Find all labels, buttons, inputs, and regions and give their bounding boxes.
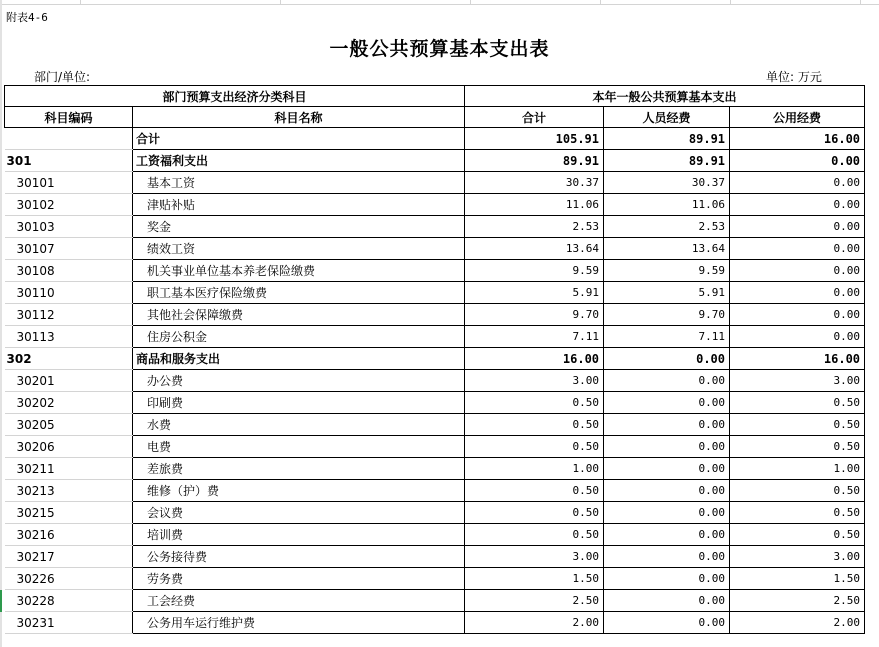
public-cell[interactable]: 0.00 [730,326,865,348]
public-cell[interactable]: 0.00 [730,238,865,260]
code-cell[interactable]: 30202 [5,392,133,414]
public-cell[interactable]: 3.00 [730,370,865,392]
code-cell[interactable]: 30110 [5,282,133,304]
public-cell[interactable]: 0.50 [730,436,865,458]
total-cell[interactable]: 9.59 [465,260,604,282]
personnel-cell[interactable]: 9.59 [604,260,730,282]
personnel-cell[interactable]: 0.00 [604,348,730,370]
table-row [5,612,865,634]
code-cell[interactable]: 30112 [5,304,133,326]
page-title: 一般公共预算基本支出表 [329,38,550,60]
total-cell[interactable]: 2.50 [465,590,604,612]
personnel-cell[interactable]: 9.70 [604,304,730,326]
total-row [5,128,865,150]
public-cell[interactable]: 0.00 [730,194,865,216]
total-cell[interactable]: 0.50 [465,524,604,546]
table-row [5,590,865,612]
table-row [5,392,865,414]
table-row [5,194,865,216]
public-cell[interactable]: 0.50 [730,502,865,524]
total-cell[interactable]: 3.00 [465,370,604,392]
total-cell[interactable]: 2.53 [465,216,604,238]
expenditure-table [4,85,865,634]
total-cell[interactable]: 89.91 [465,150,604,172]
name-cell[interactable]: 办公费 [133,370,465,392]
total-cell[interactable]: 0.50 [465,436,604,458]
total-cell[interactable]: 1.50 [465,568,604,590]
table-row [5,150,865,172]
personnel-cell[interactable]: 0.00 [604,458,730,480]
name-cell[interactable]: 其他社会保障缴费 [133,304,465,326]
personnel-cell[interactable]: 30.37 [604,172,730,194]
public-cell[interactable]: 0.50 [730,392,865,414]
table-row [5,502,865,524]
code-cell[interactable]: 30211 [5,458,133,480]
header-group-left[interactable]: 部门预算支出经济分类科目 [5,86,465,107]
table-row [5,304,865,326]
name-cell[interactable]: 机关事业单位基本养老保险缴费 [133,260,465,282]
personnel-cell[interactable]: 0.00 [604,436,730,458]
header-personnel[interactable]: 人员经费 [604,107,730,128]
table-row [5,414,865,436]
code-cell[interactable]: 30205 [5,414,133,436]
personnel-cell[interactable]: 0.00 [604,568,730,590]
personnel-cell[interactable]: 0.00 [604,480,730,502]
name-cell[interactable]: 公务用车运行维护费 [133,612,465,634]
total-cell[interactable]: 3.00 [465,546,604,568]
header-code[interactable]: 科目编码 [5,107,133,128]
total-cell[interactable]: 11.06 [465,194,604,216]
table-row [5,282,865,304]
personnel-cell[interactable]: 0.00 [604,546,730,568]
name-cell[interactable]: 职工基本医疗保险缴费 [133,282,465,304]
public-cell[interactable]: 0.00 [730,150,865,172]
personnel-cell[interactable]: 0.00 [604,524,730,546]
table-row [5,260,865,282]
total-cell[interactable]: 2.00 [465,612,604,634]
header-public[interactable]: 公用经费 [730,107,865,128]
personnel-cell[interactable]: 0.00 [604,370,730,392]
personnel-cell[interactable]: 7.11 [604,326,730,348]
total-cell[interactable]: 0.50 [465,502,604,524]
total-cell[interactable]: 1.00 [465,458,604,480]
name-cell[interactable]: 电费 [133,436,465,458]
code-cell[interactable]: 30217 [5,546,133,568]
spreadsheet-top-grid [0,0,879,5]
personnel-cell[interactable]: 0.00 [604,502,730,524]
personnel-cell[interactable]: 0.00 [604,590,730,612]
code-cell[interactable]: 30206 [5,436,133,458]
public-cell[interactable]: 2.00 [730,612,865,634]
total-code-cell[interactable] [5,128,133,150]
public-cell[interactable]: 16.00 [730,348,865,370]
code-cell[interactable]: 30103 [5,216,133,238]
name-cell[interactable]: 奖金 [133,216,465,238]
table-row [5,436,865,458]
personnel-cell[interactable]: 5.91 [604,282,730,304]
code-cell[interactable]: 30101 [5,172,133,194]
public-cell[interactable]: 0.50 [730,414,865,436]
header-column-row [5,107,865,128]
code-cell[interactable]: 30231 [5,612,133,634]
department-label: 部门/单位: [34,70,91,84]
table-row [5,326,865,348]
table-row [5,524,865,546]
table-row [5,370,865,392]
unit-label: 单位: 万元 [766,70,822,84]
total-cell[interactable]: 0.50 [465,392,604,414]
public-cell[interactable]: 0.00 [730,172,865,194]
public-cell[interactable]: 2.50 [730,590,865,612]
table-row [5,546,865,568]
public-cell[interactable]: 0.00 [730,304,865,326]
total-cell[interactable]: 30.37 [465,172,604,194]
name-cell[interactable]: 津贴补贴 [133,194,465,216]
attachment-label: 附表4-6 [6,11,48,24]
table-row [5,238,865,260]
name-cell[interactable]: 商品和服务支出 [133,348,465,370]
code-cell[interactable]: 30201 [5,370,133,392]
total-cell[interactable]: 7.11 [465,326,604,348]
code-cell[interactable]: 30102 [5,194,133,216]
total-personnel-cell[interactable]: 89.91 [604,128,730,150]
code-cell[interactable]: 30107 [5,238,133,260]
code-cell[interactable]: 302 [5,348,133,370]
code-cell[interactable]: 30216 [5,524,133,546]
table-row [5,480,865,502]
public-cell[interactable]: 0.50 [730,480,865,502]
public-cell[interactable]: 0.50 [730,524,865,546]
name-cell[interactable]: 住房公积金 [133,326,465,348]
code-cell[interactable]: 30108 [5,260,133,282]
total-cell[interactable]: 16.00 [465,348,604,370]
personnel-cell[interactable]: 2.53 [604,216,730,238]
code-cell[interactable]: 301 [5,150,133,172]
table-row [5,172,865,194]
name-cell[interactable]: 工资福利支出 [133,150,465,172]
total-cell[interactable]: 5.91 [465,282,604,304]
personnel-cell[interactable]: 13.64 [604,238,730,260]
table-row [5,568,865,590]
total-cell[interactable]: 0.50 [465,480,604,502]
personnel-cell[interactable]: 0.00 [604,392,730,414]
public-cell[interactable]: 0.00 [730,282,865,304]
code-cell[interactable]: 30213 [5,480,133,502]
code-cell[interactable]: 30226 [5,568,133,590]
name-cell[interactable]: 维修（护）费 [133,480,465,502]
total-public-cell[interactable]: 16.00 [730,128,865,150]
personnel-cell[interactable]: 89.91 [604,150,730,172]
public-cell[interactable]: 3.00 [730,546,865,568]
total-name-cell[interactable]: 合计 [133,128,465,150]
code-cell[interactable]: 30113 [5,326,133,348]
header-group-row [5,86,865,107]
name-cell[interactable]: 基本工资 [133,172,465,194]
name-cell[interactable]: 印刷费 [133,392,465,414]
name-cell[interactable]: 差旅费 [133,458,465,480]
name-cell[interactable]: 会议费 [133,502,465,524]
code-cell[interactable]: 30228 [5,590,133,612]
name-cell[interactable]: 工会经费 [133,590,465,612]
total-total-cell[interactable]: 105.91 [465,128,604,150]
total-cell[interactable]: 0.50 [465,414,604,436]
personnel-cell[interactable]: 0.00 [604,414,730,436]
cell-cursor-indicator [0,590,2,612]
public-cell[interactable]: 1.50 [730,568,865,590]
table-row [5,348,865,370]
spreadsheet-left-edge [0,0,2,647]
total-cell[interactable]: 13.64 [465,238,604,260]
name-cell[interactable]: 水费 [133,414,465,436]
name-cell[interactable]: 公务接待费 [133,546,465,568]
total-cell[interactable]: 9.70 [465,304,604,326]
public-cell[interactable]: 1.00 [730,458,865,480]
name-cell[interactable]: 劳务费 [133,568,465,590]
name-cell[interactable]: 培训费 [133,524,465,546]
header-name[interactable]: 科目名称 [133,107,465,128]
public-cell[interactable]: 0.00 [730,260,865,282]
header-total[interactable]: 合计 [465,107,604,128]
header-group-right[interactable]: 本年一般公共预算基本支出 [465,86,865,107]
code-cell[interactable]: 30215 [5,502,133,524]
table-row [5,458,865,480]
personnel-cell[interactable]: 0.00 [604,612,730,634]
table-row [5,216,865,238]
public-cell[interactable]: 0.00 [730,216,865,238]
name-cell[interactable]: 绩效工资 [133,238,465,260]
personnel-cell[interactable]: 11.06 [604,194,730,216]
